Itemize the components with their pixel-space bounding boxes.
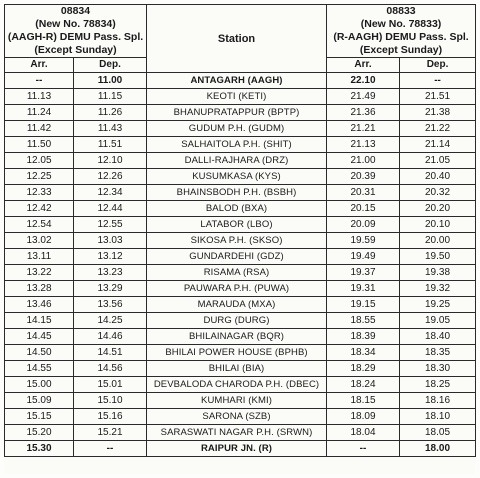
right-departure-cell: 18.10: [400, 409, 476, 425]
left-departure-cell: 14.46: [74, 329, 147, 345]
right-departure-cell: 18.35: [400, 345, 476, 361]
right-departure-cell: 18.16: [400, 393, 476, 409]
right-train-days: (Except Sunday): [359, 44, 443, 56]
station-name-cell: GUNDARDEHI (GDZ): [147, 249, 327, 265]
table-row: [5, 137, 476, 153]
right-departure-cell: 19.05: [400, 313, 476, 329]
right-arrival-cell: 18.04: [327, 425, 400, 441]
right-departure-cell: --: [400, 73, 476, 89]
right-departure-cell: 20.20: [400, 201, 476, 217]
station-name-cell: KUSUMKASA (KYS): [147, 169, 327, 185]
timetable-sheet: [4, 4, 475, 474]
left-arrival-cell: 12.42: [5, 201, 74, 217]
right-arrival-cell: 20.09: [327, 217, 400, 233]
table-row: [5, 201, 476, 217]
station-name-cell: RISAMA (RSA): [147, 265, 327, 281]
left-departure-cell: 11.15: [74, 89, 147, 105]
left-departure-cell: 12.10: [74, 153, 147, 169]
left-arrival-cell: 14.55: [5, 361, 74, 377]
station-name-cell: SALHAITOLA P.H. (SHIT): [147, 137, 327, 153]
timetable-body: [5, 73, 476, 457]
right-arrival-cell: 21.00: [327, 153, 400, 169]
station-name-cell: BHILAINAGAR (BQR): [147, 329, 327, 345]
table-row: [5, 361, 476, 377]
table-row: [5, 441, 476, 457]
right-departure-cell: 21.05: [400, 153, 476, 169]
table-row: [5, 377, 476, 393]
right-arrival-cell: 18.55: [327, 313, 400, 329]
right-arr-header: Arr.: [327, 58, 400, 73]
left-arrival-cell: --: [5, 73, 74, 89]
right-departure-cell: 20.32: [400, 185, 476, 201]
table-row: [5, 265, 476, 281]
table-row: [5, 185, 476, 201]
right-departure-cell: 21.14: [400, 137, 476, 153]
right-departure-cell: 20.00: [400, 233, 476, 249]
left-arrival-cell: 11.42: [5, 121, 74, 137]
station-name-cell: LATABOR (LBO): [147, 217, 327, 233]
left-departure-cell: 12.55: [74, 217, 147, 233]
left-departure-cell: 14.56: [74, 361, 147, 377]
left-dep-header: Dep.: [74, 58, 147, 73]
right-departure-cell: 20.10: [400, 217, 476, 233]
station-name-cell: DEVBALODA CHARODA P.H. (DBEC): [147, 377, 327, 393]
right-train-route: (R-AAGH) DEMU Pass. Spl.: [333, 31, 469, 43]
table-row: [5, 249, 476, 265]
right-departure-cell: 21.51: [400, 89, 476, 105]
left-departure-cell: 13.03: [74, 233, 147, 249]
left-arrival-cell: 13.22: [5, 265, 74, 281]
station-name-cell: SARONA (SZB): [147, 409, 327, 425]
station-name-cell: PAUWARA P.H. (PUWA): [147, 281, 327, 297]
table-row: [5, 393, 476, 409]
station-name-cell: MARAUDA (MXA): [147, 297, 327, 313]
right-arrival-cell: 18.39: [327, 329, 400, 345]
right-departure-cell: 18.30: [400, 361, 476, 377]
table-row: [5, 217, 476, 233]
left-departure-cell: 13.23: [74, 265, 147, 281]
table-row: [5, 105, 476, 121]
left-train-header: [5, 5, 147, 58]
right-departure-cell: 19.32: [400, 281, 476, 297]
left-arrival-cell: 13.46: [5, 297, 74, 313]
right-train-number: 08833: [386, 5, 416, 17]
table-row: [5, 73, 476, 89]
right-arrival-cell: 22.10: [327, 73, 400, 89]
right-departure-cell: 19.50: [400, 249, 476, 265]
left-departure-cell: 12.34: [74, 185, 147, 201]
left-arrival-cell: 14.15: [5, 313, 74, 329]
left-arrival-cell: 15.30: [5, 441, 74, 457]
left-departure-cell: 11.00: [74, 73, 147, 89]
station-name-cell: BALOD (BXA): [147, 201, 327, 217]
timetable: [4, 4, 476, 457]
left-arrival-cell: 14.50: [5, 345, 74, 361]
table-row: [5, 345, 476, 361]
right-departure-cell: 18.00: [400, 441, 476, 457]
left-arrival-cell: 12.25: [5, 169, 74, 185]
left-arrival-cell: 11.13: [5, 89, 74, 105]
right-departure-cell: 20.40: [400, 169, 476, 185]
left-departure-cell: 11.43: [74, 121, 147, 137]
left-departure-cell: 13.56: [74, 297, 147, 313]
station-name-cell: BHAINSBODH P.H. (BSBH): [147, 185, 327, 201]
left-arrival-cell: 15.15: [5, 409, 74, 425]
table-row: [5, 169, 476, 185]
right-arrival-cell: 18.34: [327, 345, 400, 361]
right-arrival-cell: 20.31: [327, 185, 400, 201]
left-departure-cell: 12.44: [74, 201, 147, 217]
right-departure-cell: 19.25: [400, 297, 476, 313]
right-arrival-cell: 21.13: [327, 137, 400, 153]
station-name-cell: RAIPUR JN. (R): [147, 441, 327, 457]
left-departure-cell: 12.26: [74, 169, 147, 185]
station-name-cell: SIKOSA P.H. (SKSO): [147, 233, 327, 249]
table-row: [5, 329, 476, 345]
right-departure-cell: 18.05: [400, 425, 476, 441]
right-departure-cell: 21.22: [400, 121, 476, 137]
left-departure-cell: 11.26: [74, 105, 147, 121]
right-train-new-number: (New No. 78833): [360, 18, 442, 30]
right-arrival-cell: 18.24: [327, 377, 400, 393]
left-train-route: (AAGH-R) DEMU Pass. Spl.: [7, 31, 144, 43]
right-arrival-cell: 20.39: [327, 169, 400, 185]
right-arrival-cell: --: [327, 441, 400, 457]
left-arrival-cell: 15.09: [5, 393, 74, 409]
left-departure-cell: 14.25: [74, 313, 147, 329]
left-train-number: 08834: [60, 5, 91, 17]
table-row: [5, 409, 476, 425]
table-row: [5, 89, 476, 105]
left-arrival-cell: 12.54: [5, 217, 74, 233]
right-dep-header: Dep.: [400, 58, 476, 73]
left-arrival-cell: 13.02: [5, 233, 74, 249]
right-arrival-cell: 19.59: [327, 233, 400, 249]
left-departure-cell: 14.51: [74, 345, 147, 361]
station-name-cell: GUDUM P.H. (GUDM): [147, 121, 327, 137]
station-name-cell: SARASWATI NAGAR P.H. (SRWN): [147, 425, 327, 441]
left-arrival-cell: 13.28: [5, 281, 74, 297]
station-name-cell: BHILAI POWER HOUSE (BPHB): [147, 345, 327, 361]
station-name-cell: ANTAGARH (AAGH): [147, 73, 327, 89]
station-name-cell: BHILAI (BIA): [147, 361, 327, 377]
right-departure-cell: 18.25: [400, 377, 476, 393]
station-name-cell: DALLI-RAJHARA (DRZ): [147, 153, 327, 169]
station-name-cell: KEOTI (KETI): [147, 89, 327, 105]
table-row: [5, 153, 476, 169]
left-train-days: (Except Sunday): [34, 44, 117, 56]
right-arrival-cell: 19.15: [327, 297, 400, 313]
left-arr-header: Arr.: [5, 58, 74, 73]
station-name-cell: KUMHARI (KMI): [147, 393, 327, 409]
table-row: [5, 297, 476, 313]
left-arrival-cell: 11.50: [5, 137, 74, 153]
left-departure-cell: 13.29: [74, 281, 147, 297]
right-arrival-cell: 19.31: [327, 281, 400, 297]
left-arrival-cell: 12.33: [5, 185, 74, 201]
table-row: [5, 425, 476, 441]
left-departure-cell: 15.16: [74, 409, 147, 425]
left-departure-cell: 11.51: [74, 137, 147, 153]
table-row: [5, 121, 476, 137]
table-row: [5, 313, 476, 329]
left-departure-cell: 15.10: [74, 393, 147, 409]
left-arrival-cell: 13.11: [5, 249, 74, 265]
table-row: [5, 281, 476, 297]
left-arrival-cell: 12.05: [5, 153, 74, 169]
right-arrival-cell: 18.09: [327, 409, 400, 425]
left-departure-cell: --: [74, 441, 147, 457]
left-departure-cell: 15.01: [74, 377, 147, 393]
station-name-cell: DURG (DURG): [147, 313, 327, 329]
right-departure-cell: 18.40: [400, 329, 476, 345]
left-arrival-cell: 15.20: [5, 425, 74, 441]
left-arrival-cell: 15.00: [5, 377, 74, 393]
right-arrival-cell: 19.49: [327, 249, 400, 265]
left-arrival-cell: 14.45: [5, 329, 74, 345]
left-arrival-cell: 11.24: [5, 105, 74, 121]
right-arrival-cell: 21.49: [327, 89, 400, 105]
table-row: [5, 233, 476, 249]
station-header: Station: [147, 5, 327, 73]
right-arrival-cell: 21.36: [327, 105, 400, 121]
right-departure-cell: 19.38: [400, 265, 476, 281]
right-arrival-cell: 21.21: [327, 121, 400, 137]
right-train-header: [327, 5, 476, 58]
right-arrival-cell: 19.37: [327, 265, 400, 281]
left-departure-cell: 13.12: [74, 249, 147, 265]
right-arrival-cell: 20.15: [327, 201, 400, 217]
right-departure-cell: 21.38: [400, 105, 476, 121]
left-train-new-number: (New No. 78834): [35, 18, 116, 30]
right-arrival-cell: 18.15: [327, 393, 400, 409]
station-name-cell: BHANUPRATAPPUR (BPTP): [147, 105, 327, 121]
left-departure-cell: 15.21: [74, 425, 147, 441]
right-arrival-cell: 18.29: [327, 361, 400, 377]
